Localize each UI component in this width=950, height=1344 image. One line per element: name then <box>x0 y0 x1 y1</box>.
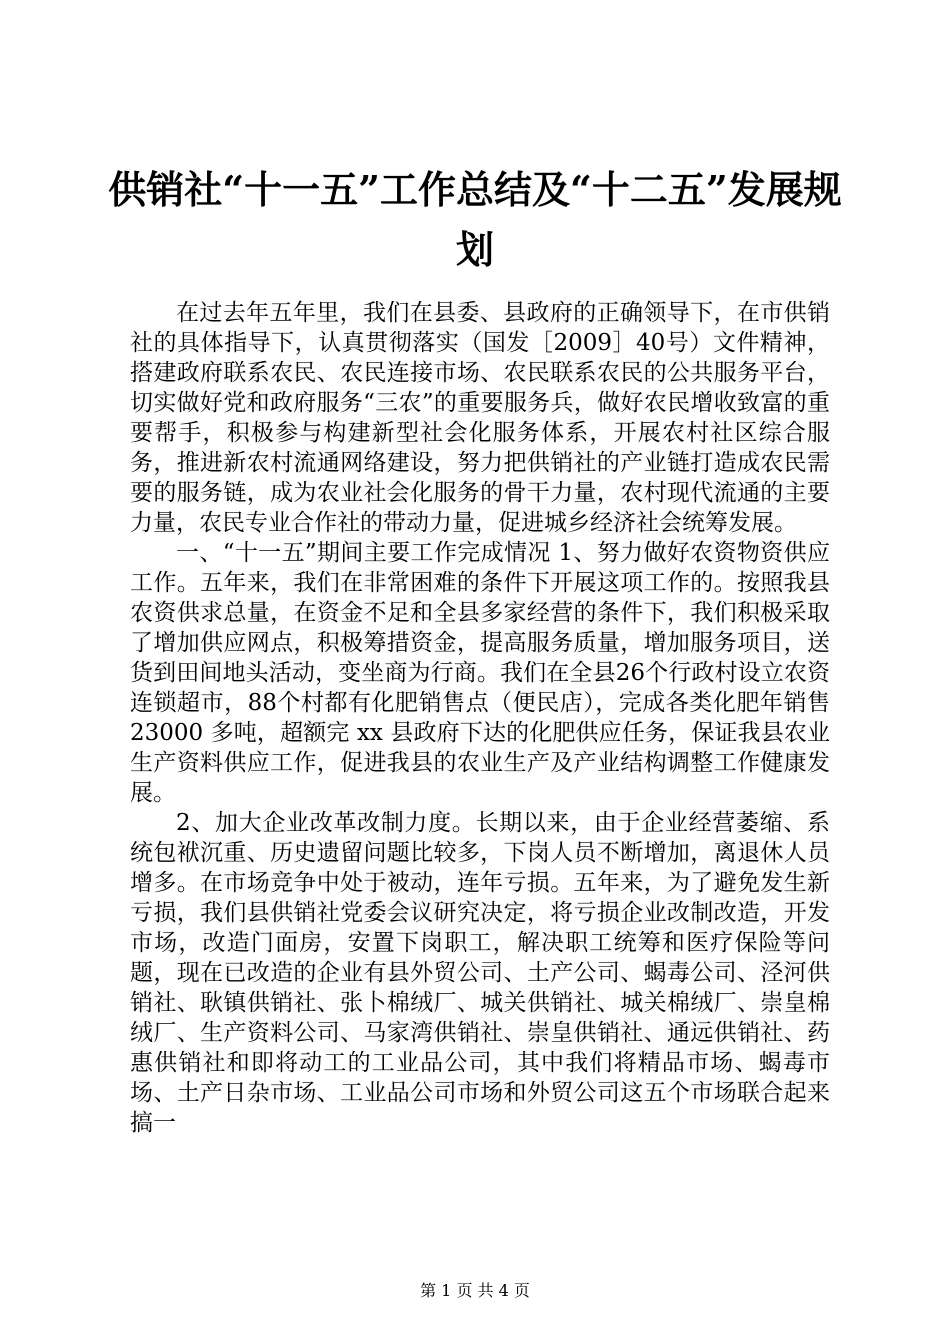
document-body <box>130 298 830 1138</box>
paragraph: 2、加大企业改革改制力度。长期以来，由于企业经营萎缩、系统包袱沉重、历史遗留问题比较多，下岗人员不断增加，离退休人员增多。在市场竞争中处于被动，连年亏损。五年来，为了避免发生新亏损，我们县供销社党委会议研究决定，将亏损企业改制改造，开发市场，改造门面房，安置下岗职工，解决职工统筹和医疗保险等问题，现在已改造的企业有县外贸公司、土产公司、蝎毒公司、泾河供销社、耿镇供销社、张卜棉绒厂、城关供销社、城关棉绒厂、崇皇棉绒厂、生产资料公司、马家湾供销社、崇皇供销社、通远供销社、药惠供销社和即将动工的工业品公司，其中我们将精品市场、蝎毒市场、土产日杂市场、工业品公司市场和外贸公司这五个市场联合起来搞一 <box>130 810 830 1136</box>
page-footer: 第 1 页 共 4 页 <box>420 1281 530 1300</box>
paragraph: 一、“十一五”期间主要工作完成情况 1、努力做好农资物资供应工作。五年来，我们在非常困难的条件下开展这项工作的。按照我县农资供求总量，在资金不足和全县多家经营的条件下，我们积极采取了增加供应网点，积极筹措资金，提高服务质量，增加服务项目，送货到田间地头活动，变坐商为行商。我们在全县26个行政村设立农资连锁超市，88个村都有化肥销售点（便民店），完成各类化肥年销售 23000 多吨，超额完 xx 县政府下达的化肥供应任务，保证我县农业生产资料供应工作，促进我县的农业生产及产业结构调整工作健康发展。 <box>130 540 830 806</box>
document-title: 供销社“十一五”工作总结及“十二五”发展规划 <box>108 167 842 272</box>
paragraph: 在过去年五年里，我们在县委、县政府的正确领导下，在市供销社的具体指导下，认真贯彻落实（国发［2009］40号）文件精神，搭建政府联系农民、农民连接市场、农民联系农民的公共服务平台，切实做好党和政府服务“三农”的重要服务兵，做好农民增收致富的重要帮手，积极参与构建新型社会化服务体系，开展农村社区综合服务，推进新农村流通网络建设，努力把供销社的产业链打造成农民需要的服务链，成为农业社会化服务的骨干力量，农村现代流通的主要力量，农民专业合作社的带动力量，促进城乡经济社会统筹发展。 <box>130 300 830 536</box>
